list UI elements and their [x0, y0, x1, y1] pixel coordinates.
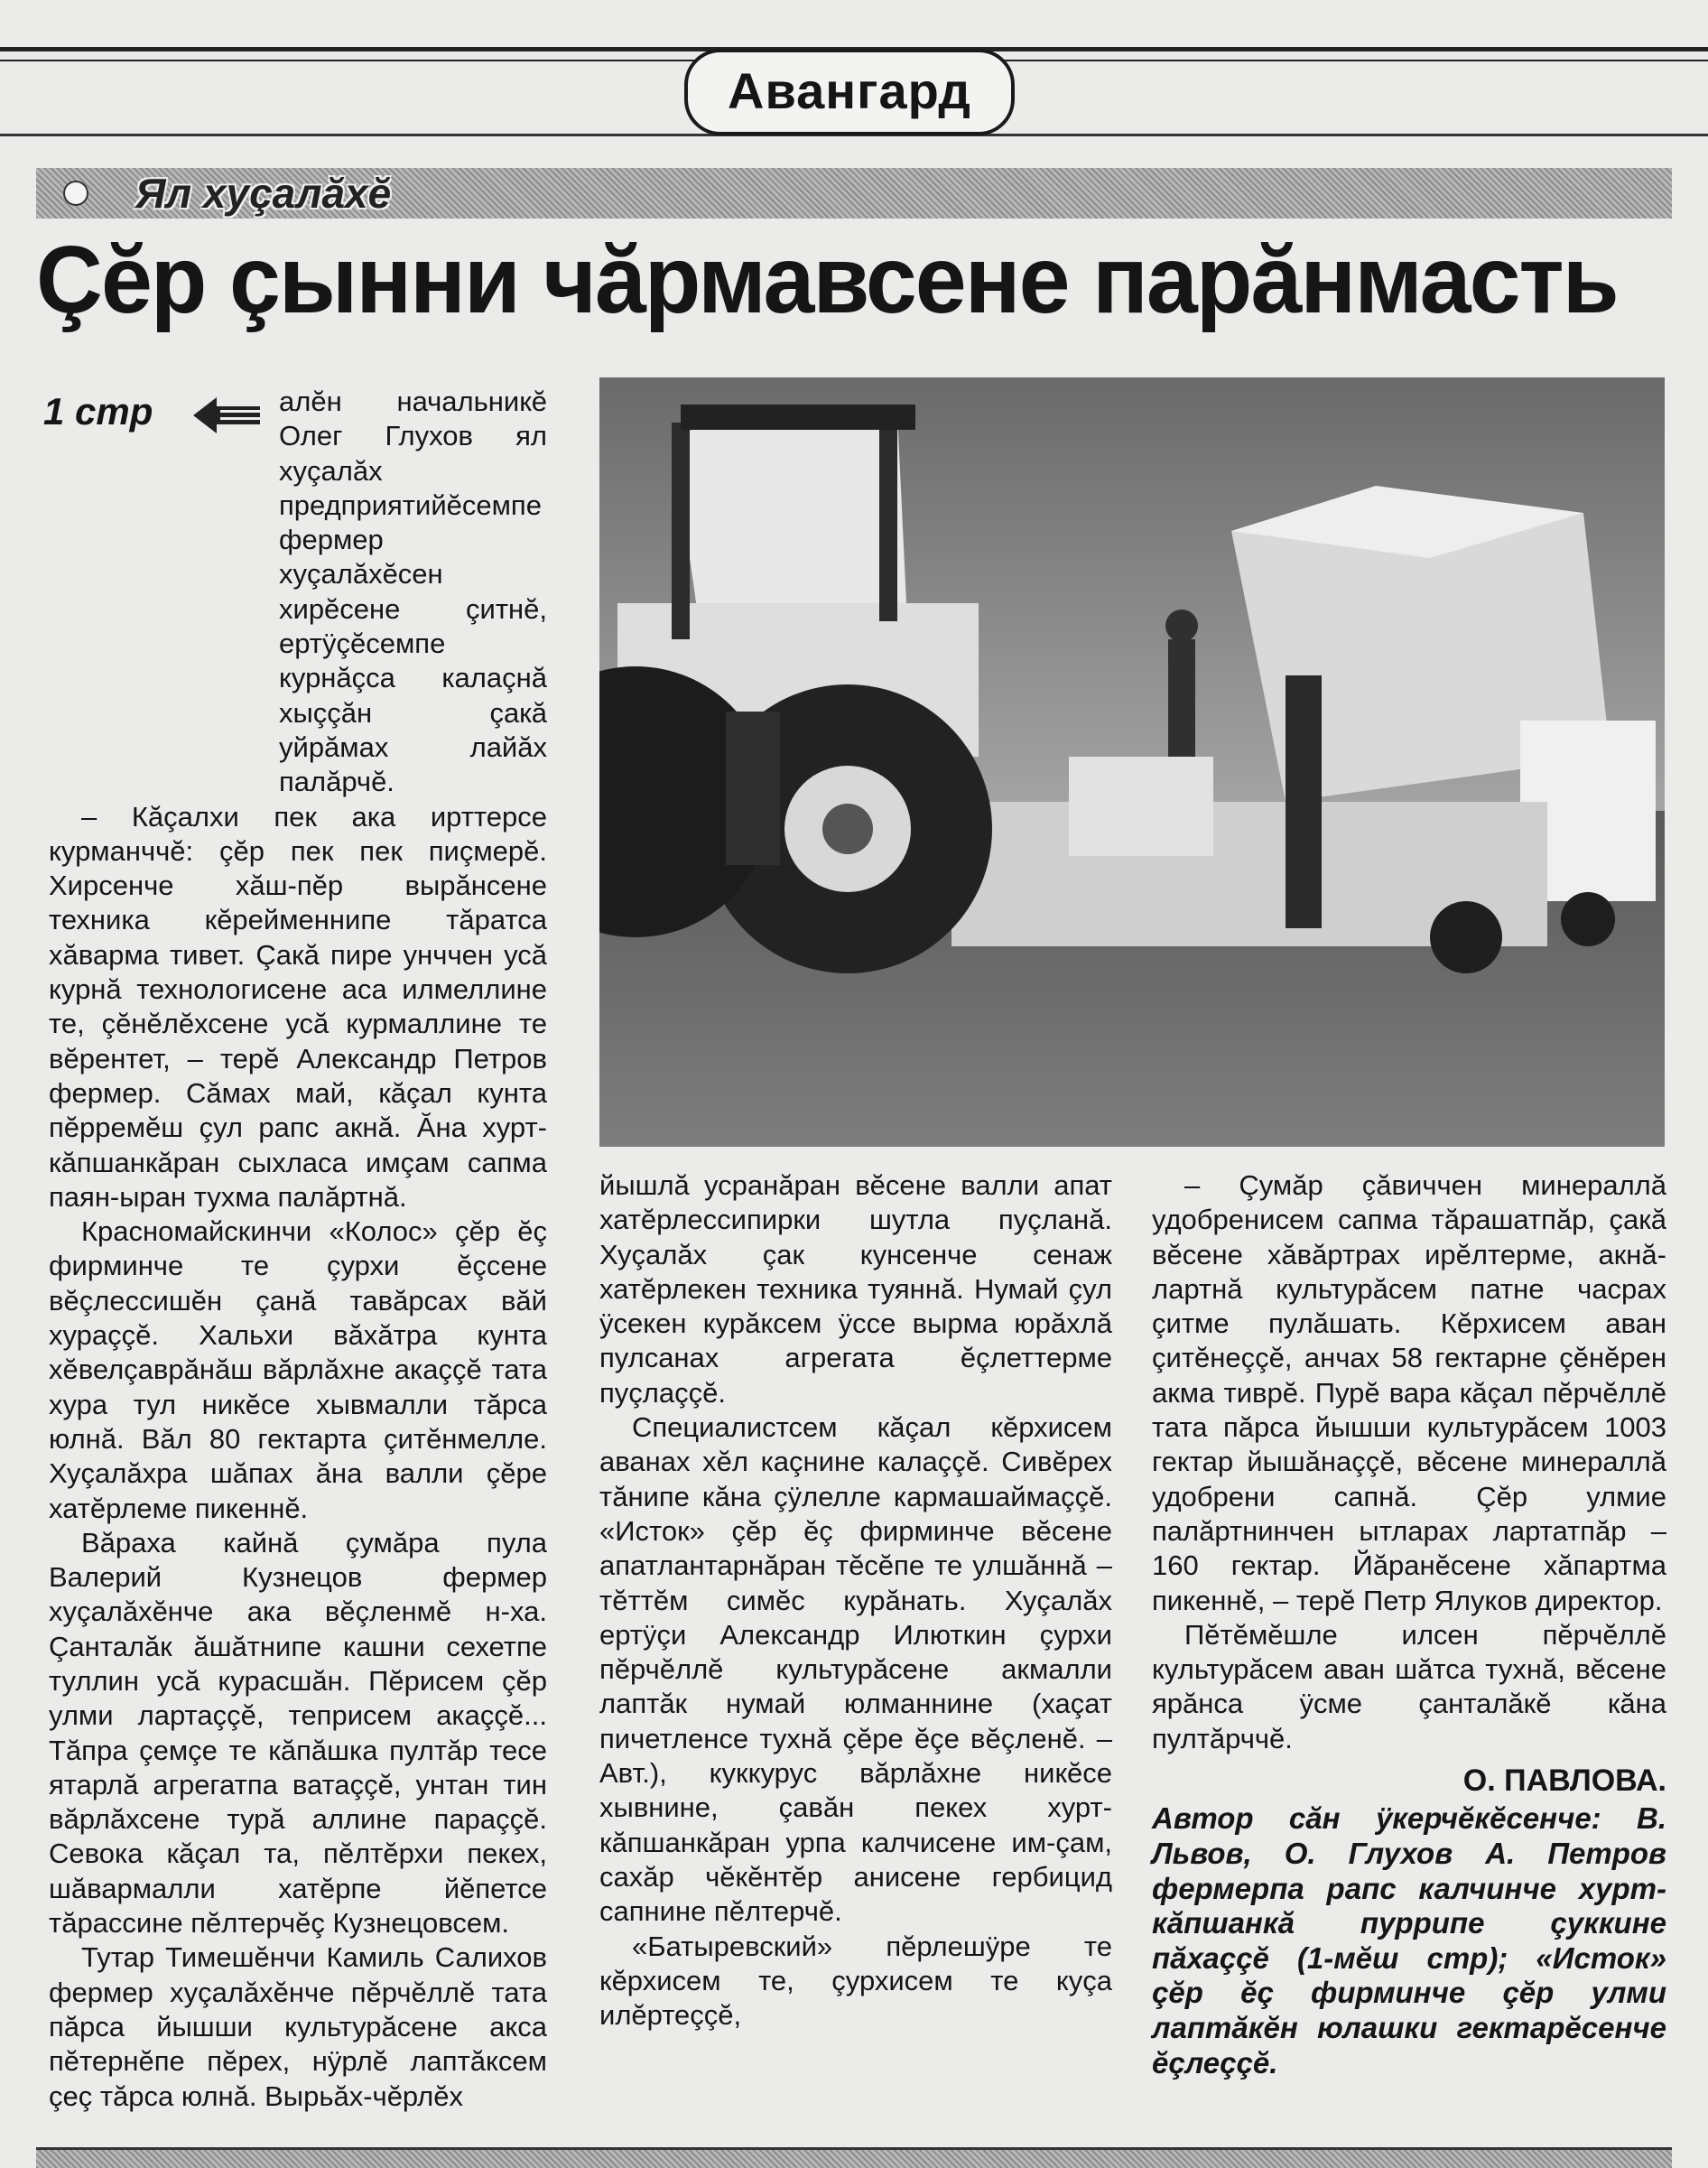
article-column-1: [49, 385, 547, 2114]
tractor-planter-photo: [599, 377, 1665, 1147]
paragraph: Вăраха кайнă çумăра пула Валерий Кузнецов фермер хуçалăхĕнче ака вĕçленмĕ н-ха. Çанталăк ăшăтнипе кашни сехетпе туллин усă курасшăн. Пĕрисем çĕр улми лартаççĕ, теприсем акаççĕ... Тăпра çемçе те кăпăшка пултăр тесе ятарлă агрегатпа ватаççĕ, унтан тин вăрлăхсене турă аллине параççĕ. Севока кăçал та, пĕлтĕрхи пекех, шăвармалли хатĕрпе йĕпетсе тăрассине пĕлтерчĕç Кузнецовсем.: [49, 1526, 547, 1940]
article-headline: Çĕр çынни чăрмавсене парăнмасть: [36, 227, 1618, 333]
article-column-3: [1152, 1168, 1666, 2080]
bottom-rule: [36, 2147, 1672, 2168]
newspaper-masthead: Авангард: [684, 49, 1015, 135]
paragraph: «Батыревский» пĕрлешÿре те кĕрхисем те, çурхисем те куçа илĕртеççĕ,: [599, 1930, 1112, 2032]
article-column-2: [599, 1168, 1112, 2033]
bullet-icon: [63, 181, 88, 206]
paragraph: – Çумăр çăвиччен минераллă удобренисем сапма тăрашатпăр, çакă вĕсене хăвăртрах ирĕлтерме, акнă-лартнă культурăсем патне часрах çитме пулăшать. Кĕрхисем аван çитĕнеççĕ, анчах 58 гектарне çĕнĕрен акма тиврĕ. Пурĕ вара кăçал пĕрчĕллĕ тата пăрса йышши культурăсем 1003 гектар йышăнаççĕ, вĕсене минераллă удобрени сапнă. Çĕр улмие палăртнинчен ытларах лартатпăр – 160 гектар. Йăранĕсене хăпартма пикеннĕ, – терĕ Петр Ялуков директор.: [1152, 1169, 1666, 1616]
author-byline: О. ПАВЛОВА.: [1462, 1763, 1666, 1799]
paragraph: Специалистсем кăçал кĕрхисем аванах хĕл каçнине калаççĕ. Сивĕрех тăнипе кăна çÿлелле кармашаймаççĕ. «Исток» çĕр ĕç фирминче вĕсене апатлантарнăран тĕсĕпе те улшăннă – тĕттĕм симĕс курăнать. Хуçалăх ертÿçи Александр Илюткин çурхи пĕрчĕллĕ культурăсене акмалли лаптăк нумай юлманнине (хаçат пичетленсе тухнă çĕре ĕçе вĕçленĕ. – Авт.), куккурус вăрлăхне никĕсе хывнине, çавăн пекех хурт-кăпшанкăран урпа калчисене им-çам, сахăр чĕкĕнтĕр анисене гербицид сапнине пĕлтерчĕ.: [599, 1411, 1112, 1928]
rubric-label: Ял хуçалăхĕ: [135, 170, 392, 217]
photo-caption: Автор сăн ÿкерчĕкĕсенче: В. Львов, О. Глухов А. Петров фермерпа рапс калчинче хурт-кăпшанкă пуррипе çуккине пăхаççĕ (1-мĕш стр); «Исток» çĕр ĕç фирминче çĕр улми лаптăкĕн юлашки гектарĕсенче ĕçлеççĕ.: [1152, 1801, 1666, 2080]
page-reference: 1 стр: [43, 390, 153, 433]
article-lead: алĕн начальникĕ Олег Глухов ял хуçалăх предприятийĕсемпе фермер хуçалăхĕсен хирĕсене çитнĕ, ертÿçĕсемпе курнăçса калаçнă хыççăн çакă уйрăмах лайăх палăрчĕ.: [279, 386, 547, 798]
paragraph: йышлă усранăран вĕсене валли апат хатĕрлессипирки шутла пуçланă. Хуçалăх çак кунсенче сенаж хатĕрлекен техника туяннă. Нумай çул ÿсекен курăксем ÿссе вырма юрăхлă пулсанах агрегата ĕçлеттерме пуçлаççĕ.: [599, 1169, 1112, 1409]
paragraph: Пĕтĕмĕшле илсен пĕрчĕллĕ культурăсем аван шăтса тухнă, вĕсене ярăнса ÿсме çанталăкĕ кăна пултăрччĕ.: [1152, 1618, 1666, 1754]
paragraph: Красномайскинчи «Колос» çĕр ĕç фирминче те çурхи ĕçсене вĕçлессишĕн çанă тавăрсах вăй хураççĕ. Хальхи вăхăтра кунта хĕвелçаврăнăш вăрлăхне акаççĕ тата хура тул никĕсе хывмалли тăрса юлнă. Вăл 80 гектарта çитĕнмелле. Хуçалăхра шăпах ăна валли çĕре хатĕрлеме пикеннĕ.: [49, 1215, 547, 1524]
paragraph: – Кăçалхи пек ака ирттерсе курманччĕ: çĕр пек пек пиçмерĕ. Хирсенче хăш-пĕр вырăнсене техника кĕрейменнипе тăратса хăварма тивет. Çакă пире унччен усă курнă технологисене аса илмеллине те, çĕнĕлĕхсене усă курмаллине те вĕрентет, – терĕ Александр Петров фермер. Сăмах май, кăçал кунта пĕрремĕш çул рапс акнă. Ăна хурт-кăпшанкăран сыхласа имçам сапма паян-ыран тухма палăртнă.: [49, 800, 547, 1213]
paragraph: Тутар Тимешĕнчи Камиль Салихов фермер хуçалăхĕнче пĕрчĕллĕ тата пăрса йышши культурăсене акса пĕтернĕпе пĕрех, нÿрлĕ лаптăксем çеç тăрса юлнă. Вырьăх-чĕрлĕх: [49, 1941, 547, 2112]
